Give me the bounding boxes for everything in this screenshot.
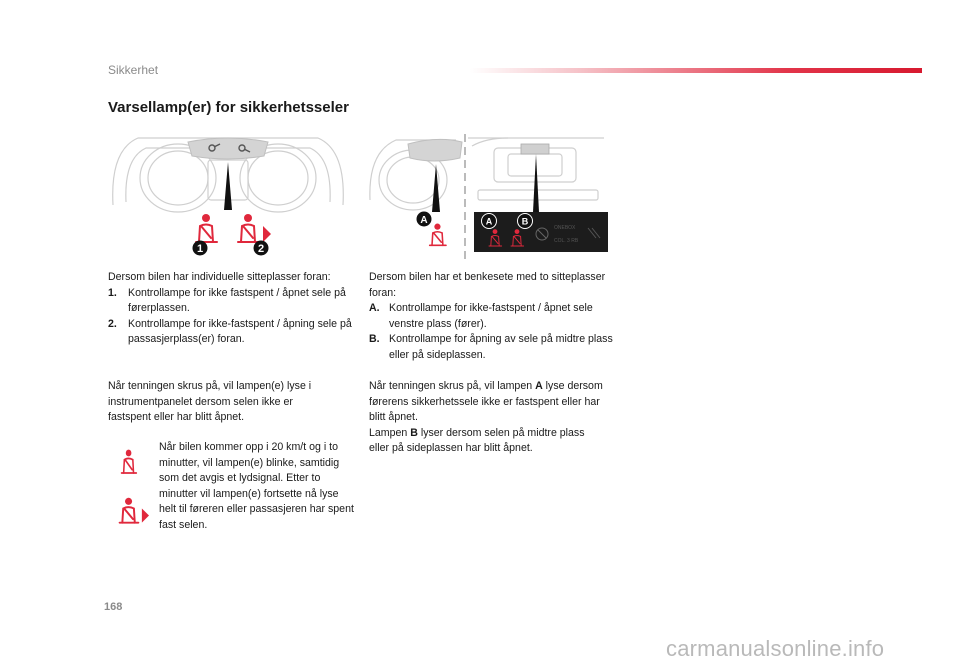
overhead-seatbelt-panel — [474, 212, 608, 252]
warning-note: Når bilen kommer opp i 20 km/t og i to minutter, vil lampen(e) blinke, samtidig som det avgis et lydsignal. Etter to minutter vil lampen(e) fortsette nå lyse helt til føreren eller passasjeren har spent fast selen. — [159, 441, 354, 531]
seatbelt-driver-icon — [118, 448, 142, 478]
left-paragraph: Når tenningen skrus på, vil lampen(e) lyse i instrumentpanelet dersom selen ikke er fastspent eller har blitt åpnet. — [108, 380, 312, 424]
item-label: A. — [369, 302, 380, 315]
svg-text:A: A — [420, 215, 428, 226]
callout-a — [416, 211, 432, 227]
para-text: Når tenningen skrus på, vil lampen — [369, 380, 536, 392]
item-label: 1. — [108, 286, 117, 299]
figure-instrument-cluster-individual — [108, 130, 348, 260]
item-label: B. — [369, 333, 380, 346]
list-item — [369, 332, 614, 363]
page-number: 168 — [104, 601, 123, 613]
para-text: lyser dersom selen på midtre plass eller på sideplassen har blitt åpnet. — [369, 426, 585, 455]
para-text: Lampen — [369, 426, 411, 439]
para-lamp-b: B — [410, 426, 418, 439]
item-text: Kontrollampe for ikke-fastspent / åpnet sele venstre plass (fører). — [389, 302, 593, 330]
left-column — [108, 270, 353, 348]
svg-text:2: 2 — [257, 243, 265, 255]
item-text: Kontrollampe for åpning av sele på midtre plass eller på sideplassen. — [389, 333, 613, 361]
callout-1 — [192, 240, 208, 256]
right-para-2 — [369, 426, 607, 457]
right-para-1 — [369, 379, 607, 426]
para-text: lyse dersom førerens sikkerhetssele ikke er fastspent eller har blitt åpnet. — [369, 380, 603, 424]
watermark-link[interactable]: carmanualsonline.info — [666, 636, 885, 661]
svg-text:B: B — [521, 216, 529, 227]
callout-2 — [253, 240, 269, 256]
page-title: Varsellamp(er) for sikkerhetsseler — [108, 99, 349, 116]
right-column — [369, 270, 614, 364]
header-accent-bar — [470, 68, 922, 73]
svg-text:COL. 3 RB: COL. 3 RB — [554, 238, 579, 244]
section-label: Sikkerhet — [108, 63, 159, 77]
item-text: Kontrollampe for ikke fastspent / åpnet sele på førerplassen. — [128, 286, 346, 315]
right-intro: Dersom bilen har et benkesete med to sitteplasser foran: — [369, 271, 606, 299]
right-paragraph — [369, 379, 607, 457]
list-item — [108, 317, 353, 348]
list-item — [369, 301, 614, 332]
svg-text:A: A — [485, 216, 493, 227]
item-text: Kontrollampe for ikke-fastspent / åpning sele på passasjerplass(er) foran. — [128, 317, 352, 346]
seatbelt-passenger-icon — [115, 496, 151, 528]
para-lamp-a: A — [535, 380, 543, 392]
left-intro: Dersom bilen har individuelle sitteplasser foran: — [108, 271, 331, 283]
svg-text:ONEBOX: ONEBOX — [554, 225, 576, 231]
item-label: 2. — [108, 317, 117, 330]
list-item — [108, 286, 353, 317]
svg-text:1: 1 — [196, 243, 204, 255]
